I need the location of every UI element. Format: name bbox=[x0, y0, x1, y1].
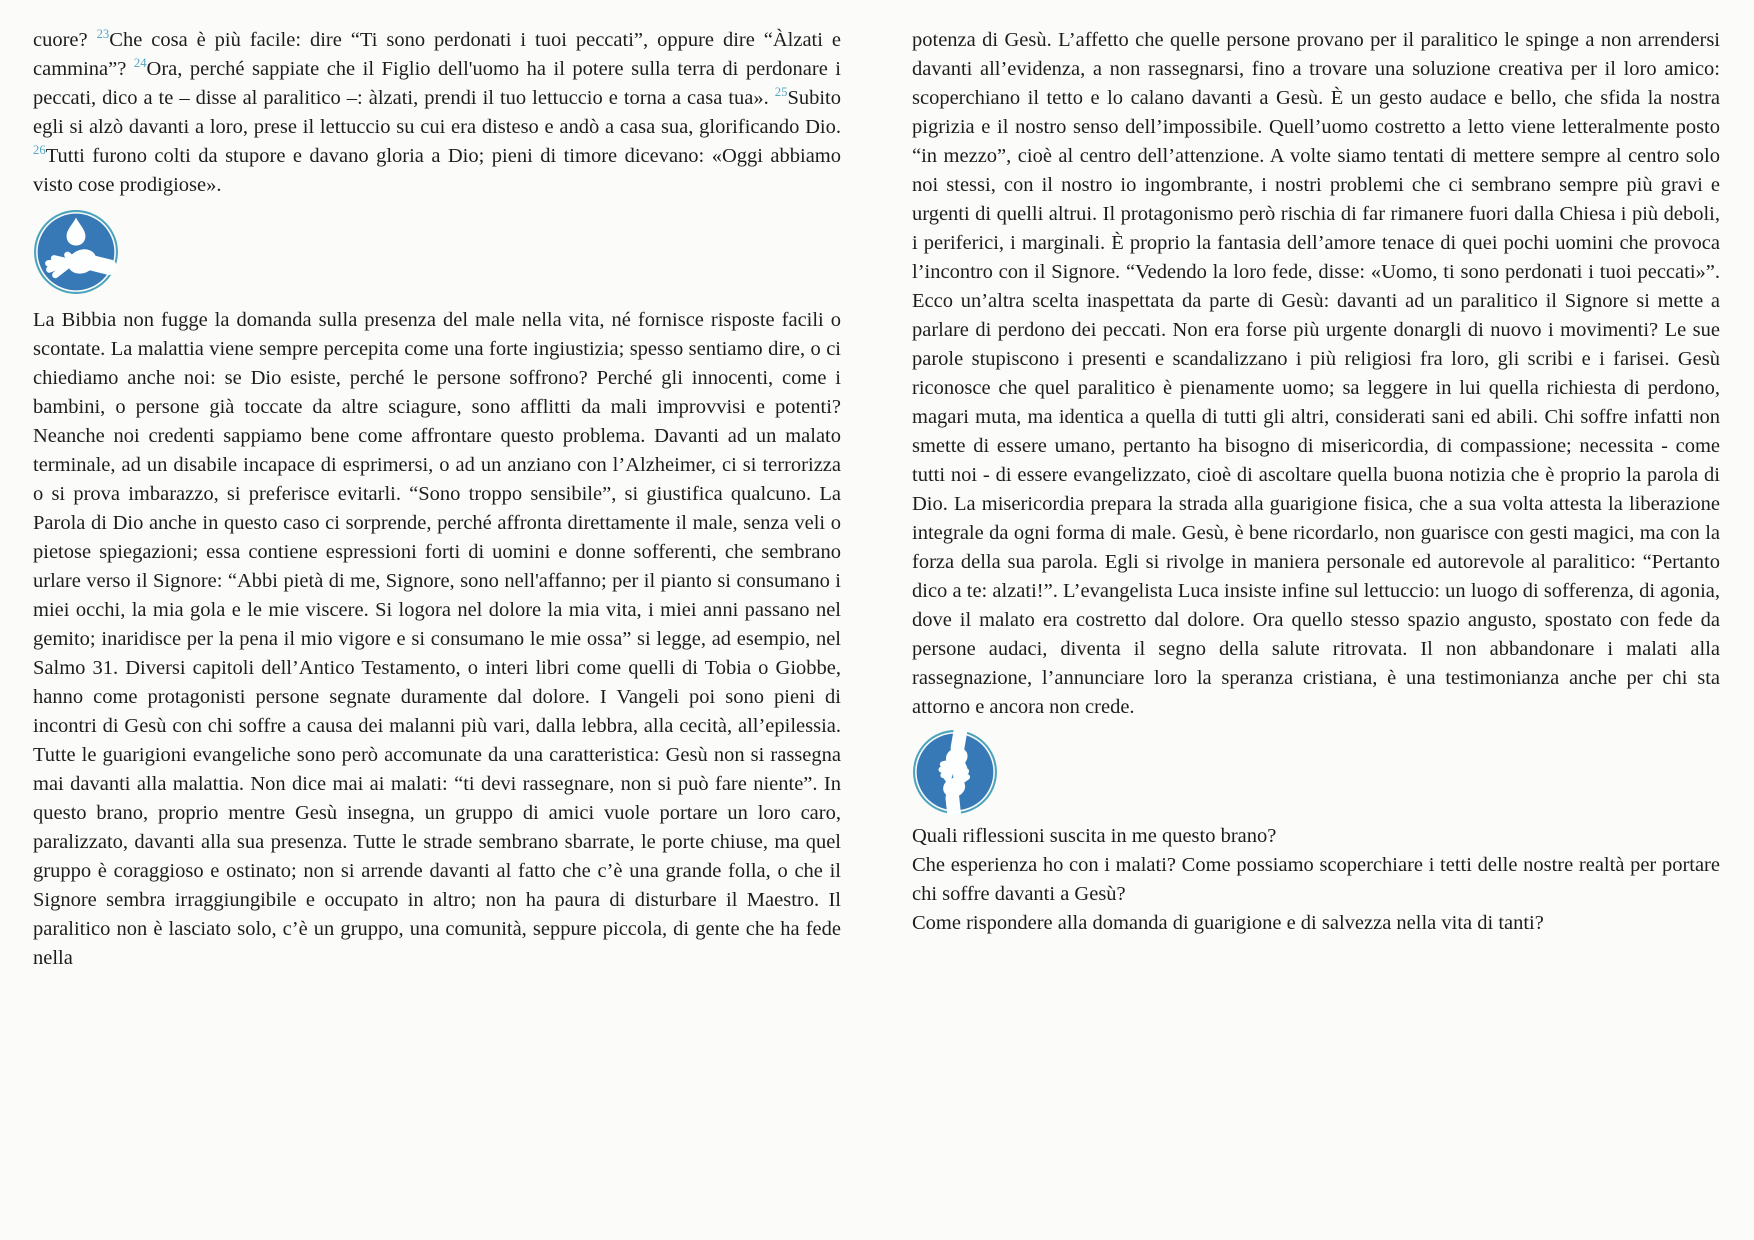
helping-hands-icon bbox=[912, 729, 998, 815]
right-column bbox=[912, 26, 1720, 938]
hand-with-water-drop-icon bbox=[33, 209, 119, 295]
reflection-question-2: Che esperienza ho con i malati? Come possiamo scoperchiare i tetti delle nostre realtà per portare chi soffre davanti a Gesù? bbox=[912, 854, 1720, 905]
hand-with-water-drop-icon bbox=[33, 209, 119, 295]
verse-number: 23 bbox=[96, 27, 110, 42]
helping-hands-icon bbox=[912, 729, 998, 815]
commentary-part-1: La Bibbia non fugge la domanda sulla presenza del male nella vita, né fornisce risposte facili o scontate. La malattia viene sempre percepita come una forte ingiustizia; spesso sentiamo dire, o ci chiediamo anche noi: se Dio esiste, perché le persone soffrono? Perché gli innocenti, come i bambini, o persone già toccate da altre sciagure, sono afflitti da mali improvvisi e potenti? Neanche noi credenti sappiamo bene come affrontare questo problema. Davanti ad un malato terminale, ad un disabile incapace di esprimersi, o ad un anziano con l’Alzheimer, ci si terrorizza o si prova imbarazzo, si preferisce evitarli. “Sono troppo sensibile”, si giustifica qualcuno. La Parola di Dio anche in questo caso ci sorprende, perché affronta direttamente il male, senza veli o pietose spiegazioni; essa contiene espressioni forti di uomini e donne sofferenti, che sembrano urlare verso il Signore: “Abbi pietà di me, Signore, sono nell'affanno; per il pianto si consumano i miei occhi, la mia gola e le mie viscere. Si logora nel dolore la mia vita, i miei anni passano nel gemito; inaridisce per la pena il mio vigore e si consumano le mie ossa” si legge, ad esempio, nel Salmo 31. Diversi capitoli dell’Antico Testamento, o interi libri come quelli di Tobia o Giobbe, hanno come protagonisti persone segnate duramente dal dolore. I Vangeli poi sono pieni di incontri di Gesù con chi soffre a causa dei malanni più vari, dalla lebbra, alla cecità, all’epilessia. Tutte le guarigioni evangeliche sono però accomunate da una caratteristica: Gesù non si rassegna mai davanti alla malattia. Non dice mai ai malati: “ti devi rassegnare, non si può fare niente”. In questo brano, proprio mentre Gesù insegna, un gruppo di amici vuole portare un loro caro, paralizzato, davanti alla sua presenza. Tutte le strade sembrano sbarrate, le porte chiuse, ma quel gruppo è coraggioso e ostinato; non si arrende davanti al fatto che c’è una grande folla, o che il Signore sembra irraggiungibile e occupato in altro; non ha paura di disturbare il Maestro. Il paralitico non è lasciato solo, c’è un gruppo, una comunità, seppure piccola, di gente che ha fede nella bbox=[33, 309, 841, 969]
reflection-question-1: Quali riflessioni suscita in me questo brano? bbox=[912, 825, 1277, 847]
left-column bbox=[33, 26, 841, 973]
reflection-question-3: Come rispondere alla domanda di guarigione e di salvezza nella vita di tanti? bbox=[912, 912, 1544, 934]
commentary-part-2: potenza di Gesù. L’affetto che quelle persone provano per il paralitico le spinge a non arrendersi davanti all’evidenza, a non rassegnarsi, fino a trovare una soluzione creativa per il loro amico: scoperchiano il tetto e lo calano davanti a Gesù. È un gesto audace e bello, che sfida la nostra pigrizia e il nostro senso dell’impossibile. Quell’uomo costretto a letto viene letteralmente posto “in mezzo”, cioè al centro dell’attenzione. A volte siamo tentati di mettere sempre al centro solo noi stessi, con il nostro io ingombrante, i nostri problemi che ci sembrano sempre più gravi e urgenti di quelli altrui. Il protagonismo però rischia di far rimanere fuori dalla Chiesa i più deboli, i periferici, i marginali. È proprio la fantasia dell’amore tenace di quei pochi uomini che provoca l’incontro con il Signore. “Vedendo la loro fede, disse: «Uomo, ti sono perdonati i tuoi peccati»”. Ecco un’altra scelta inaspettata da parte di Gesù: davanti ad un paralitico il Signore si mette a parlare di perdono dei peccati. Non era forse più urgente donargli di nuovo i movimenti? Le sue parole stupiscono i presenti e scandalizzano i più religiosi fra loro, gli scribi e i farisei. Gesù riconosce che quel paralitico è pienamente uomo; sa leggere in lui quella richiesta di perdono, magari muta, ma identica a quella di tutti gli altri, considerati sani ed abili. Chi soffre infatti non smette di essere umano, pertanto ha bisogno di misericordia, di compassione; necessita - come tutti noi - di essere evangelizzato, cioè di ascoltare quella buona notizia che è proprio la parola di Dio. La misericordia prepara la strada alla guarigione fisica, che a sua volta attesta la liberazione integrale da ogni forma di male. Gesù, è bene ricordarlo, non guarisce con gesti magici, ma con la forza della sua parola. Egli si rivolge in maniera personale ed autorevole al paralitico: “Pertanto dico a te: alzati!”. L’evangelista Luca insiste infine sul lettuccio: un luogo di sofferenza, di agonia, dove il malato era costretto dal dolore. Ora quello stesso spazio angusto, spostato con fede da persone audaci, diventa il segno della salute ritrovata. Il non abbandonare i malati alla rassegnazione, l’annunciare loro la speranza cristiana, è una testimonianza anche per chi sta attorno e ancora non crede. bbox=[912, 29, 1720, 718]
verse-number: 26 bbox=[33, 143, 46, 158]
verse-number: 25 bbox=[774, 85, 788, 100]
verse-number: 24 bbox=[133, 56, 147, 71]
gospel-excerpt: cuore? $^{23}$Che cosa è più facile: dire “Ti sono perdonati i tuoi peccati”, oppure dire “Àlzati e cammina”? $^{24}$Ora, perché sappiate che il Figlio dell'uomo ha il potere sulla terra di perdonare i peccati, dico a te – disse al paralitico –: àlzati, prendi il tuo lettuccio e torna a casa tua». $^{25}$Subito egli si alzò davanti a loro, prese il lettuccio su cui era disteso e andò a casa sua, glorificando Dio. $^{26}$Tutti furono colti da stupore e davano gloria a Dio; pieni di timore dicevano: «Oggi abbiamo visto cose prodigiose». bbox=[33, 27, 841, 196]
